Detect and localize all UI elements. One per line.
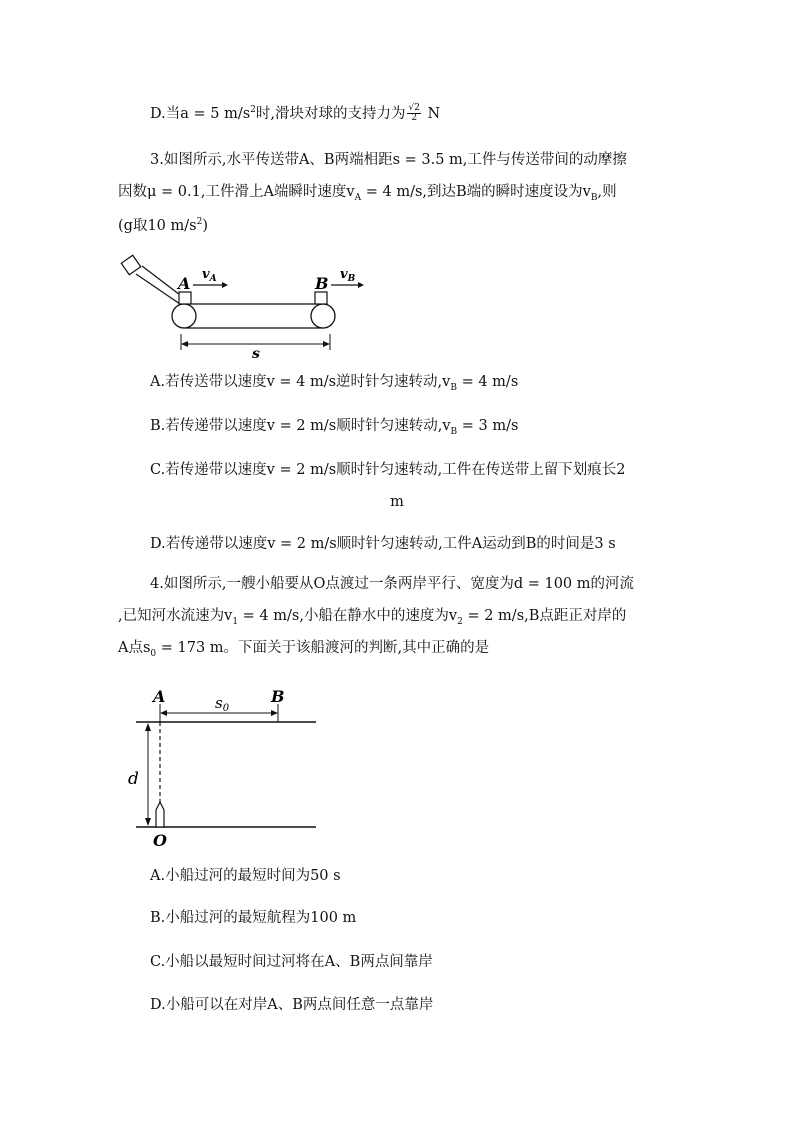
velocity-b-arrowhead xyxy=(358,282,364,288)
q3-stem-line-1: 3.如图所示,水平传送带A、B两端相距s = 3.5 m,工件与传送带间的动摩擦 xyxy=(150,152,627,168)
q3-stem-text-3: ,则 xyxy=(597,184,617,200)
q3-option-a xyxy=(150,372,518,398)
q4-option-b: B.小船过河的最短航程为100 m xyxy=(150,910,357,926)
q4-stem-text-4: A点s xyxy=(118,640,151,656)
d-arrowhead-top xyxy=(145,723,151,731)
subscript: A xyxy=(354,192,362,203)
q4-stem-text: ,已知河水流速为v xyxy=(118,608,233,624)
label-b: B xyxy=(271,687,285,706)
q3-option-b-value: = 3 m/s xyxy=(457,418,519,434)
block-at-a xyxy=(179,292,191,304)
label-b: B xyxy=(315,274,329,293)
river-crossing-figure xyxy=(120,682,320,852)
q4-option-c: C.小船以最短时间过河将在A、B两点间靠岸 xyxy=(150,954,433,970)
q4-stem-text-5: = 173 m。下面关于该船渡河的判断,其中正确的是 xyxy=(156,640,490,656)
subscript: 0 xyxy=(150,648,157,659)
fraction xyxy=(407,104,420,123)
q3-stem-text-5: ) xyxy=(202,217,208,234)
block-at-b xyxy=(315,292,327,304)
q3-option-b-text: B.若传递带以速度v = 2 m/s顺时针匀速转动,v xyxy=(150,418,451,434)
subscript: 1 xyxy=(232,616,239,627)
left-pulley xyxy=(172,304,196,328)
label-va: $v_A$ xyxy=(202,267,217,284)
subscript: B xyxy=(450,382,457,393)
q2-option-d-text: D.当a = 5 m/s xyxy=(150,105,251,122)
conveyor-belt-figure xyxy=(118,252,368,362)
superscript: 2 xyxy=(250,105,256,115)
d-arrowhead-bottom xyxy=(145,818,151,826)
fraction-numerator: √2 xyxy=(408,103,420,114)
q2-option-d xyxy=(150,100,440,124)
sliding-block xyxy=(121,255,140,274)
s0-arrowhead-right xyxy=(271,710,278,716)
q3-stem-text: 因数μ = 0.1,工件滑上A端瞬时速度v xyxy=(118,184,355,200)
q4-option-d: D.小船可以在对岸A、B两点间任意一点靠岸 xyxy=(150,997,434,1013)
label-a: A xyxy=(178,274,191,293)
q4-option-a: A.小船过河的最短时间为50 s xyxy=(150,868,341,884)
subscript: 2 xyxy=(457,616,463,627)
q3-option-d: D.若传递带以速度v = 2 m/s顺时针匀速转动,工件A运动到B的时间是3 s xyxy=(150,536,616,552)
label-vb: $v_B$ xyxy=(340,267,356,284)
subscript: B xyxy=(590,192,598,203)
label-a: A xyxy=(153,687,166,706)
subscript: B xyxy=(450,426,458,437)
q3-stem-text-4: (g取10 m/s xyxy=(118,217,197,234)
q4-stem-text-3: = 2 m/s,B点距正对岸的 xyxy=(462,608,627,624)
q3-stem-line-2 xyxy=(118,182,617,208)
label-s: s xyxy=(252,346,260,362)
dim-arrowhead-right xyxy=(323,341,330,347)
q3-option-c-line-1: C.若传递带以速度v = 2 m/s顺时针匀速转动,工件在传送带上留下划痕长2 xyxy=(150,462,626,478)
label-s0: $s_0$ xyxy=(215,694,230,714)
q4-stem-line-3 xyxy=(118,638,489,664)
fraction-denominator: 2 xyxy=(411,113,418,124)
q4-stem-line-2 xyxy=(118,606,626,632)
q4-stem-text-2: = 4 m/s,小船在静水中的速度为v xyxy=(238,608,458,624)
label-d: d xyxy=(128,769,139,789)
velocity-a-arrowhead xyxy=(222,282,228,288)
q3-option-c-line-2: m xyxy=(390,494,404,510)
q3-stem-line-3 xyxy=(118,212,208,236)
superscript: 2 xyxy=(196,217,203,227)
q2-option-d-text-2: 时,滑块对球的支持力为 xyxy=(255,105,406,122)
q3-stem-text-2: = 4 m/s,到达B端的瞬时速度设为v xyxy=(361,184,591,200)
q3-option-b xyxy=(150,416,518,442)
dim-arrowhead-left xyxy=(181,341,188,347)
q3-option-a-value: = 4 m/s xyxy=(456,374,519,390)
q3-option-a-text: A.若传送带以速度v = 4 m/s逆时针匀速转动,v xyxy=(150,374,451,390)
q4-stem-line-1: 4.如图所示,一艘小船要从O点渡过一条两岸平行、宽度为d = 100 m的河流 xyxy=(150,576,635,592)
q2-option-d-unit: N xyxy=(422,105,441,122)
label-o: O xyxy=(153,831,167,850)
right-pulley xyxy=(311,304,335,328)
boat-icon xyxy=(156,802,164,827)
s0-arrowhead-left xyxy=(160,710,167,716)
